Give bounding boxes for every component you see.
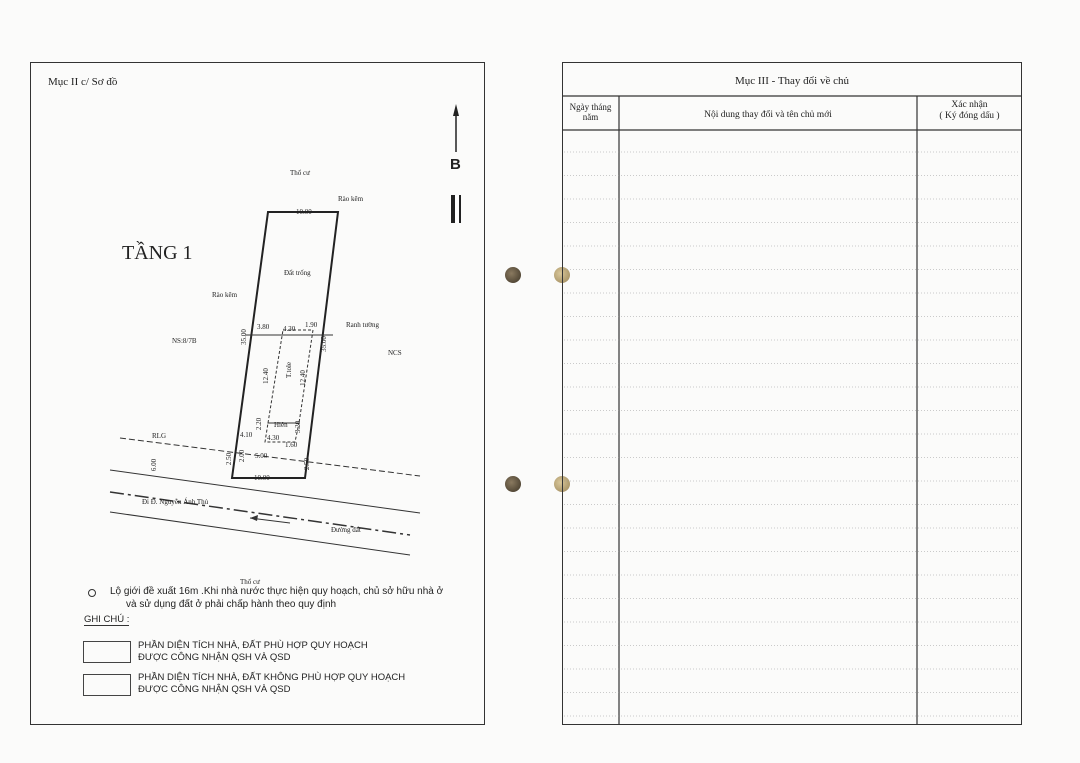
road-label: Đường đất	[331, 526, 361, 534]
fence-top-label: Rào kẽm	[338, 195, 364, 203]
dim-l: 2.50	[303, 457, 312, 471]
dim-b: 4.30	[283, 325, 296, 333]
dim-h: 1.60	[285, 441, 298, 449]
dim-g: 4.30	[267, 434, 280, 442]
dim-bottom: 10.00	[254, 474, 270, 482]
dim-f: 4.10	[240, 431, 253, 439]
north-label: B	[450, 156, 461, 173]
neighbor-right: NCS	[388, 349, 402, 357]
fence-left-label: Rào kẽm	[212, 291, 238, 299]
change-log-table	[562, 62, 1022, 725]
street-label: Đi Đ. Nguyễn Ánh Thủ	[142, 498, 209, 506]
col-confirm-line1: Xác nhận	[951, 100, 988, 110]
binder-hole-icon	[505, 267, 521, 283]
dim-left: 35.00	[239, 329, 248, 345]
col-confirm-header	[917, 100, 1022, 122]
dim-j: 3.20	[294, 420, 303, 434]
neighbor-bottom: Thổ cư	[240, 578, 260, 586]
empty-land-label: Đất trống	[284, 269, 311, 277]
dim-top: 10.00	[296, 208, 312, 216]
legend2-line1: PHẦN DIỆN TÍCH NHÀ, ĐẤT KHÔNG PHÙ HỢP QUY HOẠCH	[138, 672, 406, 683]
legend1-line2: ĐƯỢC CÔNG NHẬN QSH VÀ QSD	[138, 652, 291, 663]
dim-d: 12.40	[261, 368, 270, 384]
dim-c: 1.90	[305, 321, 318, 329]
neighbor-left: NS:8/7B	[172, 337, 197, 345]
binder-hole-icon	[505, 476, 521, 492]
floor-label: TẦNG 1	[122, 242, 193, 264]
col-content-header: Nội dung thay đổi và tên chủ mới	[704, 110, 832, 120]
bullet-icon	[88, 589, 96, 597]
legend1-line1: PHẦN DIỆN TÍCH NHÀ, ĐẤT PHÙ HỢP QUY HOẠCH	[138, 640, 368, 651]
house-label: T.tole	[285, 361, 294, 379]
col-date-line2: năm	[582, 112, 599, 122]
section-title-left: Mục II c/ Sơ đồ	[48, 76, 118, 88]
dim-k: 2.50	[225, 452, 234, 466]
col-date-header	[562, 102, 619, 122]
site-plan-drawing	[100, 180, 440, 570]
col-confirm-line2: ( Ký đóng dấu )	[939, 111, 1000, 121]
note-line-2: và sử dụng đất ở phải chấp hành theo quy định	[126, 599, 337, 610]
dim-i: 2.20	[255, 417, 264, 431]
dim-n: 6.00	[150, 458, 159, 472]
dim-o: 2.00	[238, 449, 247, 463]
note-line-1: Lộ giới đề xuất 16m .Khi nhà nước thực hiện quy hoạch, chủ sở hữu nhà ở	[110, 586, 444, 597]
porch-label: Hiên	[274, 421, 288, 429]
neighbor-top: Thổ cư	[290, 169, 310, 177]
boundary-right-label: Ranh tường	[346, 321, 379, 329]
legend-box-compliant	[83, 641, 131, 663]
dim-e: 12.40	[298, 370, 307, 386]
legend2-line2: ĐƯỢC CÔNG NHẬN QSH VÀ QSD	[138, 684, 291, 695]
legend-box-noncompliant	[83, 674, 131, 696]
dim-right: 35.00	[319, 336, 328, 352]
col-date-line1: Ngày tháng	[569, 102, 612, 112]
dim-m: 5.00	[255, 452, 268, 460]
section-title-right: Mục III - Thay đổi về chủ	[734, 75, 850, 87]
ghi-chu-heading: GHI CHÚ :	[84, 614, 130, 625]
setback-label: RLG	[152, 432, 166, 440]
dim-a: 3.80	[257, 323, 270, 331]
